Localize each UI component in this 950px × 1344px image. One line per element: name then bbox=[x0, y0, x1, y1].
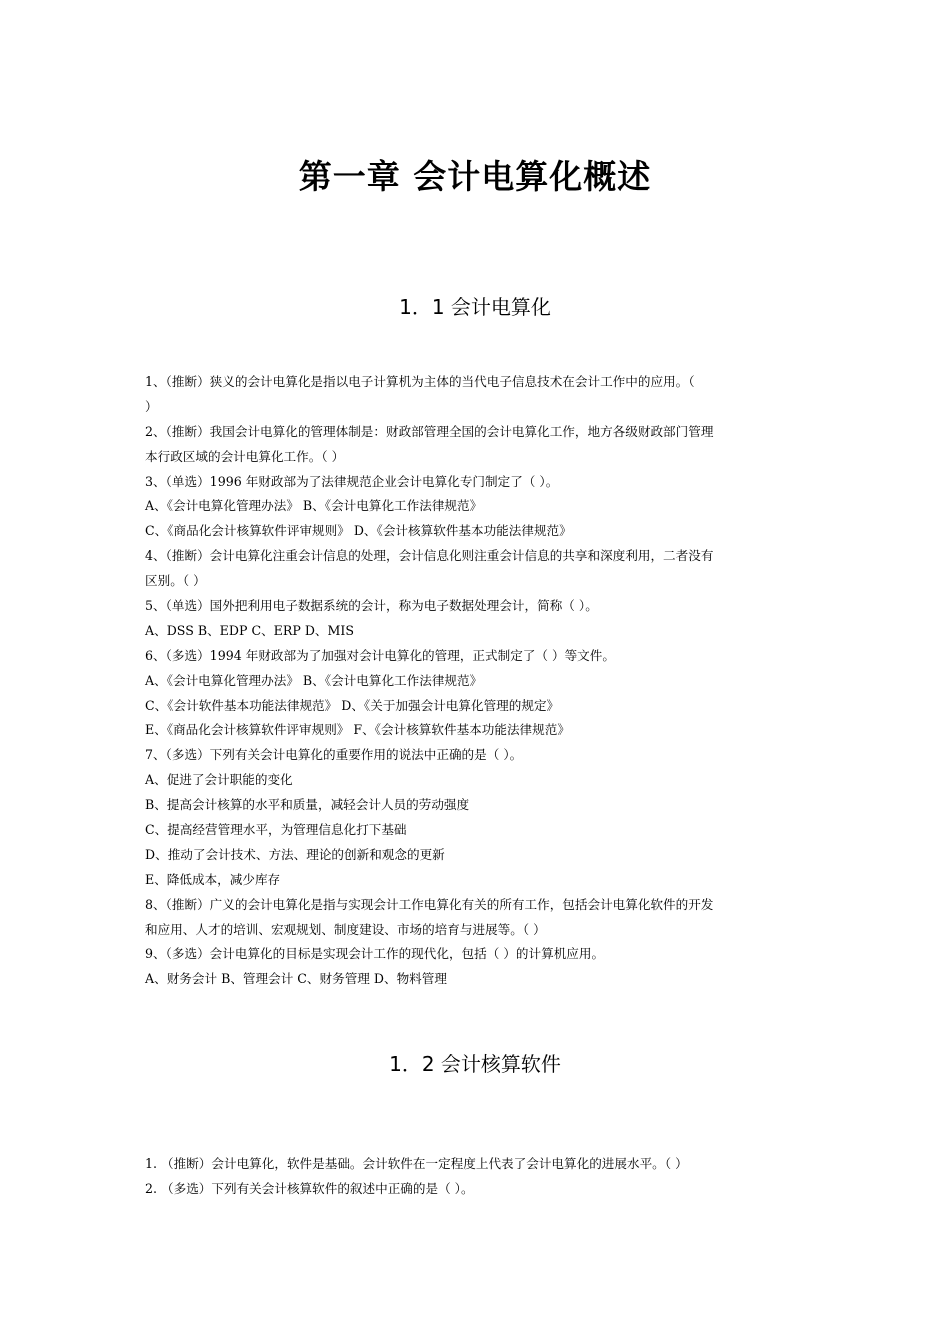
text-line: 1、（推断）狭义的会计电算化是指以电子计算机为主体的当代电子信息技术在会计工作中的应用。（ bbox=[145, 374, 695, 389]
text-line: D、推动了会计技术、方法、理论的创新和观念的更新 bbox=[145, 846, 445, 862]
question-block bbox=[145, 1152, 810, 1202]
text-line: E、《商品化会计核算软件评审规则》 F、《会计核算软件基本功能法律规范》 bbox=[145, 722, 570, 738]
text-line: 2. （多选）下列有关会计核算软件的叙述中正确的是（ ）。 bbox=[145, 1180, 474, 1196]
text-line: A、DSS B、EDP C、ERP D、MIS bbox=[145, 622, 355, 638]
text-line: A、促进了会计职能的变化 bbox=[145, 772, 293, 788]
text-line: 区别。（ ） bbox=[145, 573, 206, 589]
text-line: E、降低成本，减少库存 bbox=[145, 871, 281, 887]
text-line: 3、（单选）1996 年财政部为了法律规范企业会计电算化专门制定了（ ）。 bbox=[145, 473, 559, 489]
text-line: C、《商品化会计核算软件评审规则》 D、《会计核算软件基本功能法律规范》 bbox=[145, 523, 572, 539]
text-line: 9、（多选）会计电算化的目标是实现会计工作的现代化，包括（ ）的计算机应用。 bbox=[145, 946, 605, 962]
text-line: 6、（多选）1994 年财政部为了加强对会计电算化的管理，正式制定了（ ）等文件。 bbox=[145, 647, 615, 663]
text-line: C、提高经营管理水平，为管理信息化打下基础 bbox=[145, 822, 407, 838]
text-line: 和应用、人才的培训、宏观规划、制度建设、市场的培育与进展等。（ ） bbox=[145, 921, 546, 937]
text-line: 5、（单选）国外把利用电子数据系统的会计，称为电子数据处理会计，简称（ ）。 bbox=[145, 598, 598, 614]
text-line: 8、（推断）广义的会计电算化是指与实现会计工作电算化有关的所有工作，包括会计电算化软件的开发 bbox=[145, 896, 714, 912]
question-block bbox=[145, 370, 810, 992]
text-line: 2、（推断）我国会计电算化的管理体制是：财政部管理全国的会计电算化工作，地方各级财政部门管理 bbox=[145, 423, 714, 439]
text-line: 本行政区域的会计电算化工作。（ ） bbox=[145, 448, 345, 464]
text-line: 1. （推断）会计电算化，软件是基础。会计软件在一定程度上代表了会计电算化的进展水平。（ ） bbox=[145, 1156, 688, 1171]
section-title: 1．1 会计电算化 bbox=[399, 295, 551, 319]
text-line: C、《会计软件基本功能法律规范》 D、《关于加强会计电算化管理的规定》 bbox=[145, 697, 560, 713]
text-line: 4、（推断）会计电算化注重会计信息的处理，会计信息化则注重会计信息的共享和深度利用，二者没有 bbox=[145, 548, 714, 564]
text-line: A、财务会计 B、管理会计 C、财务管理 D、物料管理 bbox=[145, 971, 447, 987]
section-title: 1．2 会计核算软件 bbox=[389, 1052, 561, 1076]
text-line: A、《会计电算化管理办法》 B、《会计电算化工作法律规范》 bbox=[145, 672, 483, 688]
text-line: 7、（多选）下列有关会计电算化的重要作用的说法中正确的是（ ）。 bbox=[145, 747, 523, 763]
text-line: B、提高会计核算的水平和质量，减轻会计人员的劳动强度 bbox=[145, 797, 470, 813]
text-line: A、《会计电算化管理办法》 B、《会计电算化工作法律规范》 bbox=[145, 498, 483, 514]
text-line: ） bbox=[145, 398, 158, 414]
chapter-title: 第一章 会计电算化概述 bbox=[298, 157, 652, 196]
